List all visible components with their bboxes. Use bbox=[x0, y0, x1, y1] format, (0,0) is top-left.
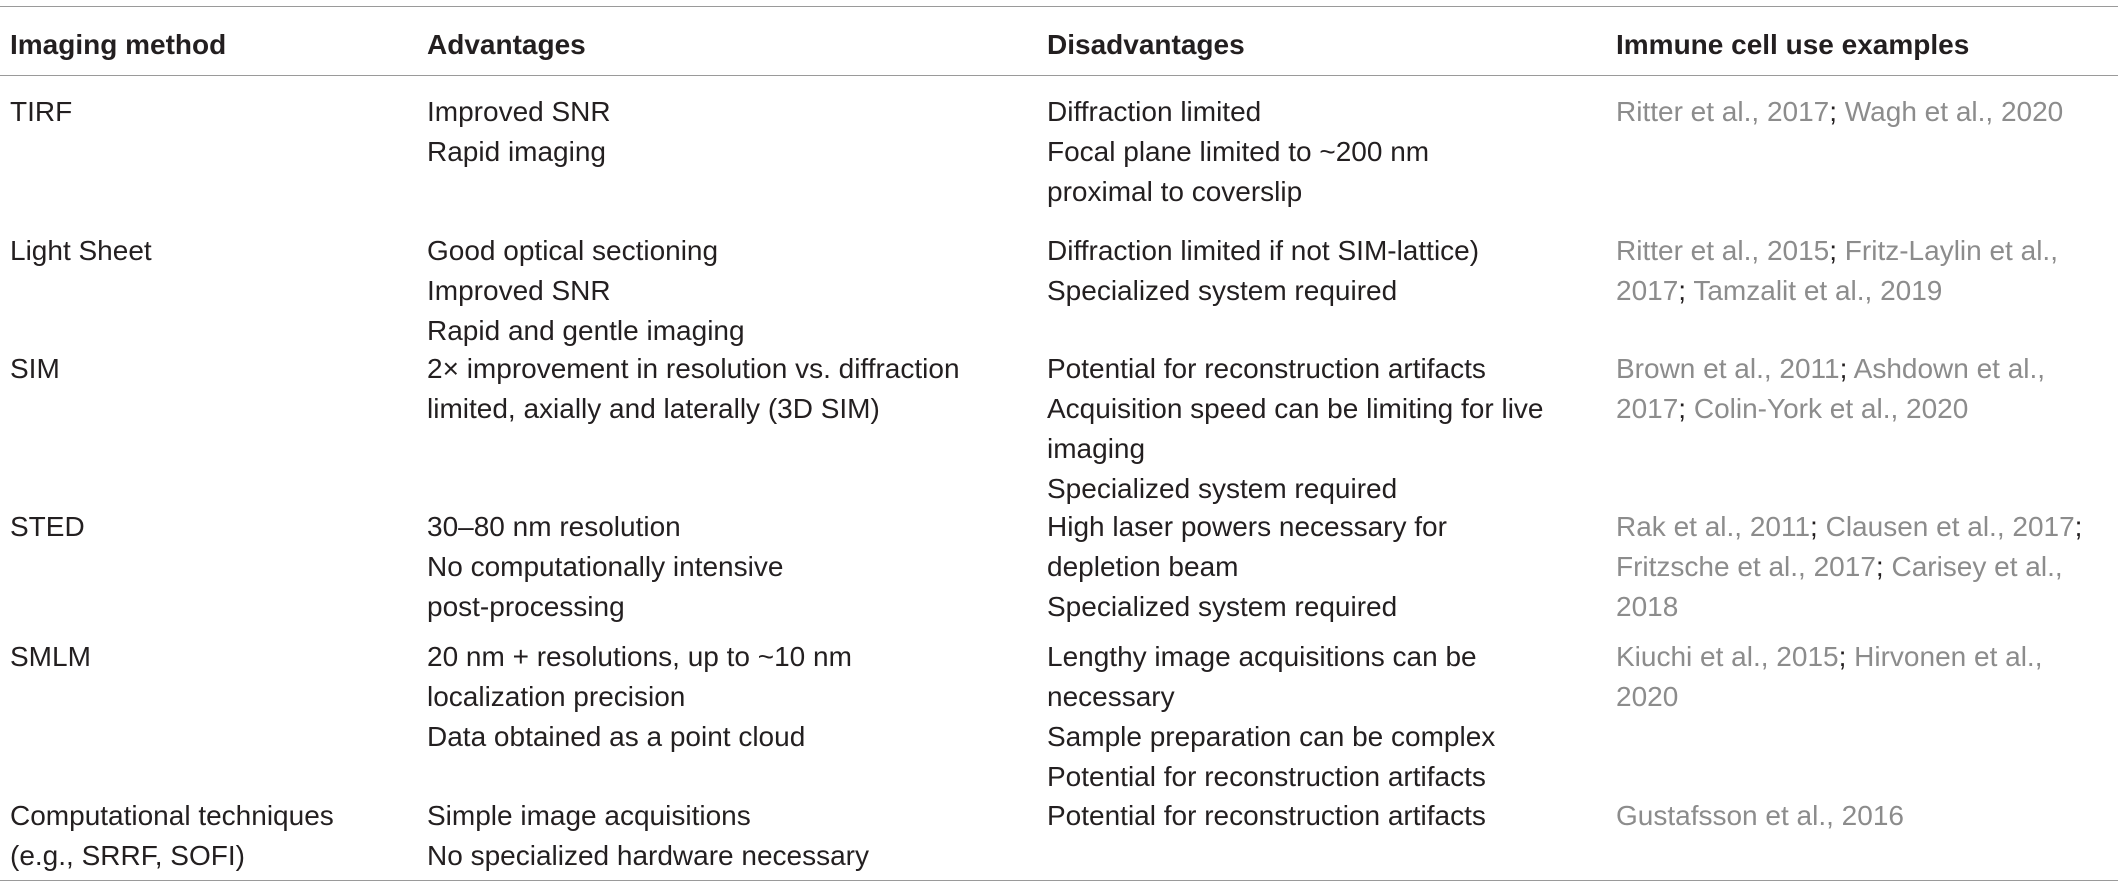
examples-cell bbox=[1616, 349, 2045, 429]
citation-link[interactable]: Fritzsche et al., 2017 bbox=[1616, 551, 1876, 582]
advantages-cell bbox=[427, 637, 852, 757]
reference-line bbox=[1616, 587, 2082, 627]
citation-separator: ; bbox=[1678, 275, 1694, 306]
cell-line: 2× improvement in resolution vs. diffraction bbox=[427, 353, 960, 384]
cell-line: Potential for reconstruction artifacts bbox=[1047, 353, 1486, 384]
citation-link[interactable]: 2020 bbox=[1616, 681, 1679, 712]
cell-line: Focal plane limited to ~200 nm bbox=[1047, 136, 1430, 167]
header-immune-cell-examples: Immune cell use examples bbox=[1616, 29, 1970, 60]
table-bottom-rule bbox=[0, 880, 2118, 881]
citation-link[interactable]: Tamzalit et al., 2019 bbox=[1693, 275, 1943, 306]
cell-line: Good optical sectioning bbox=[427, 235, 719, 266]
cell-line: Light Sheet bbox=[10, 235, 152, 266]
cell-line: Improved SNR bbox=[427, 275, 611, 306]
cell-line: High laser powers necessary for bbox=[1047, 511, 1447, 542]
reference-line bbox=[1616, 271, 2058, 311]
citation-link[interactable]: 2018 bbox=[1616, 591, 1679, 622]
disadvantages-cell bbox=[1047, 92, 1429, 212]
cell-line: Rapid and gentle imaging bbox=[427, 315, 745, 346]
citation-separator: ; bbox=[2074, 511, 2083, 542]
citation-separator: ; bbox=[1810, 511, 1826, 542]
citation-link[interactable]: Rak et al., 2011 bbox=[1616, 511, 1811, 542]
cell-line: SMLM bbox=[10, 641, 91, 672]
reference-line bbox=[1616, 796, 1904, 836]
method-cell bbox=[10, 507, 85, 547]
cell-line: imaging bbox=[1047, 433, 1146, 464]
examples-cell bbox=[1616, 231, 2058, 311]
cell-line: Potential for reconstruction artifacts bbox=[1047, 800, 1486, 831]
reference-line bbox=[1616, 507, 2082, 547]
cell-line: STED bbox=[10, 511, 85, 542]
cell-line: No specialized hardware necessary bbox=[427, 840, 869, 871]
disadvantages-cell bbox=[1047, 231, 1479, 311]
citation-separator: ; bbox=[1875, 551, 1892, 582]
header-imaging-method: Imaging method bbox=[10, 29, 227, 60]
citation-separator: ; bbox=[1838, 641, 1855, 672]
method-cell bbox=[10, 349, 60, 389]
cell-line: Acquisition speed can be limiting for live bbox=[1047, 393, 1544, 424]
header-advantages: Advantages bbox=[427, 29, 586, 60]
citation-separator: ; bbox=[1829, 235, 1845, 266]
cell-line: 20 nm + resolutions, up to ~10 nm bbox=[427, 641, 852, 672]
citation-link[interactable]: 2017 bbox=[1616, 393, 1679, 424]
method-cell bbox=[10, 231, 152, 271]
citation-separator: ; bbox=[1839, 353, 1854, 384]
cell-line: necessary bbox=[1047, 681, 1175, 712]
method-cell bbox=[10, 637, 91, 677]
reference-line bbox=[1616, 389, 2045, 429]
cell-line: Specialized system required bbox=[1047, 275, 1398, 306]
cell-line: TIRF bbox=[10, 96, 73, 127]
table-header-rule bbox=[0, 75, 2118, 76]
cell-line: Potential for reconstruction artifacts bbox=[1047, 761, 1486, 792]
advantages-cell bbox=[427, 796, 869, 876]
citation-link[interactable]: Kiuchi et al., 2015 bbox=[1616, 641, 1839, 672]
cell-line: SIM bbox=[10, 353, 60, 384]
citation-link[interactable]: Colin-York et al., 2020 bbox=[1693, 393, 1969, 424]
citation-separator: ; bbox=[1829, 96, 1845, 127]
citation-link[interactable]: Hirvonen et al., bbox=[1854, 641, 2043, 672]
cell-line: 30–80 nm resolution bbox=[427, 511, 681, 542]
cell-line: Improved SNR bbox=[427, 96, 611, 127]
citation-link[interactable]: Ashdown et al., bbox=[1853, 353, 2046, 384]
citation-link[interactable]: Carisey et al., bbox=[1891, 551, 2063, 582]
cell-line: Specialized system required bbox=[1047, 473, 1398, 504]
advantages-cell bbox=[427, 349, 960, 429]
reference-line bbox=[1616, 677, 2042, 717]
citation-link[interactable]: Wagh et al., 2020 bbox=[1844, 96, 2064, 127]
advantages-cell bbox=[427, 92, 611, 172]
cell-line: Simple image acquisitions bbox=[427, 800, 751, 831]
cell-line: Data obtained as a point cloud bbox=[427, 721, 806, 752]
cell-line: localization precision bbox=[427, 681, 686, 712]
citation-separator: ; bbox=[1678, 393, 1694, 424]
cell-line: Diffraction limited bbox=[1047, 96, 1262, 127]
cell-line: limited, axially and laterally (3D SIM) bbox=[427, 393, 880, 424]
cell-line: Lengthy image acquisitions can be bbox=[1047, 641, 1477, 672]
reference-line bbox=[1616, 92, 2063, 132]
examples-cell bbox=[1616, 507, 2082, 627]
method-cell bbox=[10, 92, 72, 132]
examples-cell bbox=[1616, 92, 2063, 132]
cell-line: depletion beam bbox=[1047, 551, 1239, 582]
reference-line bbox=[1616, 231, 2058, 271]
cell-line: post-processing bbox=[427, 591, 625, 622]
reference-line bbox=[1616, 547, 2082, 587]
cell-line: Diffraction limited if not SIM-lattice) bbox=[1047, 235, 1480, 266]
disadvantages-cell bbox=[1047, 637, 1495, 797]
cell-line: Computational techniques bbox=[10, 800, 334, 831]
citation-link[interactable]: Clausen et al., 2017 bbox=[1825, 511, 2075, 542]
cell-line: proximal to coverslip bbox=[1047, 176, 1303, 207]
table-header-row bbox=[0, 6, 2118, 75]
cell-line: Specialized system required bbox=[1047, 591, 1398, 622]
advantages-cell bbox=[427, 507, 783, 627]
citation-link[interactable]: 2017 bbox=[1616, 275, 1679, 306]
disadvantages-cell bbox=[1047, 507, 1447, 627]
citation-link[interactable]: Ritter et al., 2015 bbox=[1616, 235, 1830, 266]
citation-link[interactable]: Fritz-Laylin et al., bbox=[1844, 235, 2058, 266]
examples-cell bbox=[1616, 637, 2042, 717]
cell-line: Sample preparation can be complex bbox=[1047, 721, 1496, 752]
header-disadvantages: Disadvantages bbox=[1047, 29, 1245, 60]
method-cell bbox=[10, 796, 334, 876]
citation-link[interactable]: Gustafsson et al., 2016 bbox=[1616, 800, 1904, 831]
reference-line bbox=[1616, 349, 2045, 389]
advantages-cell bbox=[427, 231, 745, 351]
examples-cell bbox=[1616, 796, 1904, 836]
citation-link[interactable]: Brown et al., 2011 bbox=[1616, 353, 1840, 384]
cell-line: (e.g., SRRF, SOFI) bbox=[10, 840, 245, 871]
reference-line bbox=[1616, 637, 2042, 677]
cell-line: No computationally intensive bbox=[427, 551, 784, 582]
cell-line: Rapid imaging bbox=[427, 136, 606, 167]
disadvantages-cell bbox=[1047, 796, 1486, 836]
citation-link[interactable]: Ritter et al., 2017 bbox=[1616, 96, 1830, 127]
disadvantages-cell bbox=[1047, 349, 1543, 509]
